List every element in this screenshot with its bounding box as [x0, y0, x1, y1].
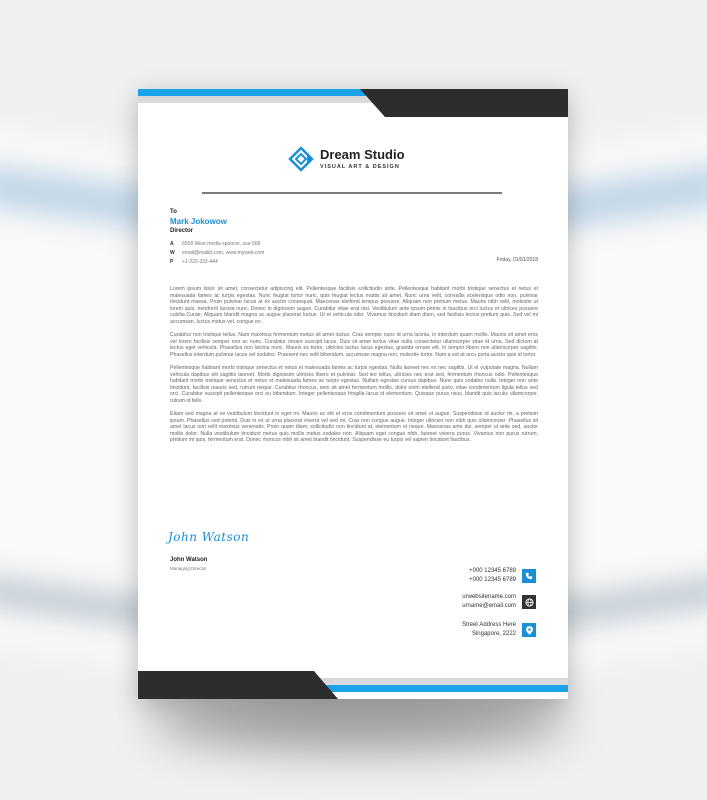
- body-paragraph: Pellentesque habitant morbi tristique senectus et netus et malesuada fames ac turpis egestas. Nulla laoreet nec ex nec sagittis. Ut et vulputate magna. Nullam vehicula dapibus elit sagittis laoreet. Morbi dignissim ultricies libero et pulvinar. Sed leo tellus, ultricies nec erat sed, fermentum rhoncus odio. Pellentesque habitant morbi tristique senectus et netus et malesuada fames ac turpis egestas. Nullam egestas cursus dapibus. Nunc quis sodales nulla. Integer non ante tincidunt, facilisis mauris sed, rutrum neque. Curabitur rhoncus, sem sit amet fermentum mollis, dolor enim eleifend justo, vitae condimentum ligula tellus sed orci. Curabitur suscipit pellentesque orci eu bibendum. Integer pellentesque fringilla lacus id elementum. Quisque purus risus, blandit quis iaculis ullamcorper, rutrum id felis.: [170, 365, 538, 404]
- handwritten-signature: John Watson: [168, 530, 250, 544]
- paper-shadow: [150, 690, 570, 750]
- website-text: urwebsitename.com: [462, 594, 516, 600]
- signer-role: Managing Director: [170, 566, 207, 571]
- signer-name: John Watson: [170, 557, 208, 563]
- contact-web: [462, 593, 536, 611]
- web-line: W email@mailid.com, www.myweb.com: [170, 250, 265, 256]
- brand-tagline: VISUAL ART & DESIGN: [320, 164, 400, 170]
- map-pin-icon: [522, 623, 536, 637]
- sender-address: [170, 240, 264, 267]
- letter-date: Friday, 01/01/2018: [496, 257, 538, 263]
- letter-body: [170, 286, 538, 451]
- bottom-dark-corner: [138, 671, 338, 699]
- letterhead-page: [138, 89, 568, 699]
- body-paragraph: Etiam sed magna at ex vestibulum tincidunt in eget mi. Mauris ac elit et eros condimentum posuere sit amet ut augue. Suspendisse id auctor mi, a pretium ipsum. Phasellus sed potenti. Duis in ex ut urna placerat viverra vel sed mi. Cras non congue augue. Integer ultricies non nibh quis ullamcorper. Phasellus sit amet lacus non velit maximus venenatis. Proin quam diam, sollicitudin non tincidunt at, elementum et neque. Maecenas ante dui, semper ut ante sed, auctor mollis dolor. Nulla vestibulum tincidunt metus quis mollis metus sodales non. Aliquam eget congue nibh, laoreet viverra purus. Vivamus non purus rutrum, pretium mi quis, fermentum erat. Donec rhoncus nibh sit amet blandit tincidunt. Suspendisse eu turpis vel sapien tincidunt faucibus.: [170, 411, 538, 443]
- globe-icon: [522, 595, 536, 609]
- city-address: Singapore, 2222: [471, 631, 516, 637]
- body-paragraph: Lorem ipsum dolor sit amet, consectetur adipiscing elit. Pellentesque facilisis sollicitudin ante. Pellentesque habitant morbi tristique senectus et netus et malesuada fames ac turpis egestas. Nunc feugiat tortor nunc, quis feugiat lectus mattis sit amet. Nunc urna velit, convallis scelerisque odio non, pulvinar tincidunt massa. Proin pulvinar lacus at ex auctor consequat. Maecenas eleifend tempus posuere. Aliquam non pretium metus. Mauris nibh velit, molestie ut lorem quis, hendrerit lacinia nunc. Donec in dignissim augue. Curabitur vitae erat nisi. Vestibulum ante ipsum primis in faucibus orci luctus et ultrices posuere cubilia Curae; Aliquam blandit magna ac augue placerat luctus. Ut et vehicula odio. Vivamus tincidunt diam diam, sed facilisis lectus pretium quis. Sed vel mi accumsan, luctus metus vel, congue ex.: [170, 286, 538, 325]
- phone-line: P +1-222-333-444: [170, 259, 218, 265]
- recipient-name: Mark Jokowow: [170, 217, 227, 226]
- contact-location: [462, 621, 536, 639]
- phone-number-2: +000 12345 6789: [469, 577, 516, 583]
- to-label: To: [170, 209, 177, 215]
- top-blue-bar: [138, 89, 366, 96]
- bottom-gray-bar: [318, 678, 568, 685]
- top-dark-corner: [360, 89, 568, 117]
- recipient-role: Director: [170, 228, 194, 234]
- brand-logo: [288, 146, 405, 172]
- phone-icon: [522, 569, 536, 583]
- street-address: Street Address Here: [461, 622, 516, 628]
- body-paragraph: Curabitur non tristique tellus. Nam maximus fermentum metus sit amet luctus. Cras semper nunc id urna lacinia, in interdum quam mollis. Mauris sit amet eros vel lorem facilisis semper non ac nunc. Curabitur ornare suscipit lacus. Duis sit amet lectus vitae nulla consectetur ullamcorper vitae id urna. Sed dictum at lectus eget vehicula. Phasellus non lacinia nunc. Mauris ex tortor, ultricies luctus lacus egestas, gravida ornare elit. In tempor libero non ullamcorper sagittis. Phasellus interdum pulvinar lacus vel sodales. Praesent nec velit bibendum, accumsan magna non, molestie tortor. Nam a est at arcu porta auctor quis id tortor.: [170, 332, 538, 358]
- contact-phone: [469, 567, 536, 585]
- email-text: urname@email.com: [462, 603, 516, 609]
- recipient-block: [170, 209, 227, 234]
- diamond-logo-icon: [288, 146, 314, 172]
- brand-name: Dream Studio: [320, 147, 405, 162]
- bottom-blue-bar: [318, 685, 568, 692]
- phone-number-1: +000 12345 6789: [469, 568, 516, 574]
- top-gray-bar: [138, 96, 378, 103]
- address-line: A 6558 West media spoocer, usa 568: [170, 241, 261, 247]
- header-divider: [202, 192, 502, 194]
